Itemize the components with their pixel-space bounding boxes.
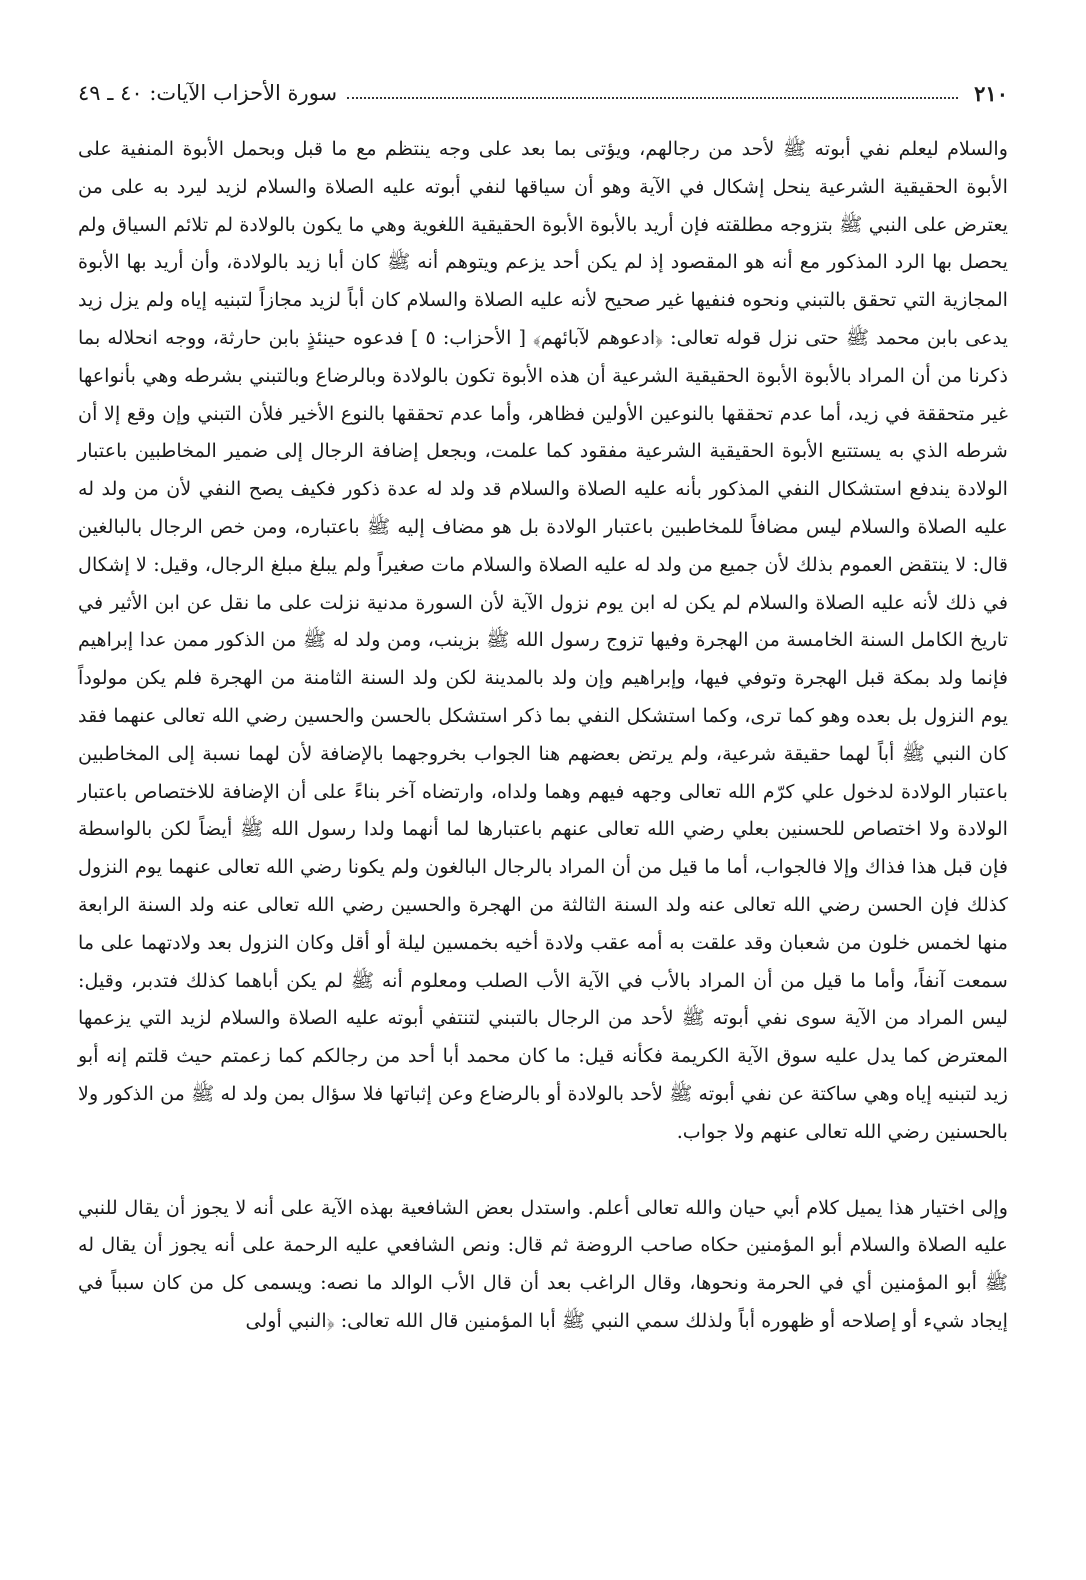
book-page [78, 64, 1008, 1564]
body-text [78, 130, 1008, 1340]
paragraph-2: وإلى اختيار هذا يميل كلام أبي حيان والله تعالى أعلم. واستدل بعض الشافعية بهذه الآية على أنه لا يجوز أن يقال للنبي عليه الصلاة والسلام أبو المؤمنين حكاه صاحب الروضة ثم قال: ونص الشافعي عليه الرحمة على أنه يجوز أن يقال له ﷺ أبو المؤمنين أي في الحرمة ونحوها، وقال الراغب بعد أن قال الأب الوالد ما نصه: ويسمى كل من كان سبباً في إيجاد شيء أو إصلاحه أو ظهوره أباً ولذلك سمي النبي ﷺ أبا المؤمنين قال الله تعالى: ﴿النبي أولى [78, 1195, 1008, 1332]
header-dot-leader [347, 97, 958, 99]
page-number: ٢١٠ [974, 81, 1008, 106]
running-title: سورة الأحزاب الآيات: ٤٠ ـ ٤٩ [78, 81, 338, 105]
paragraph-1: والسلام ليعلم نفي أبوته ﷺ لأحد من رجالهم، ويؤتى بما بعد على وجه ينتظم مع ما قبل وبحمل الأبوة المنفية على الأبوة الحقيقية الشرعية ينحل إشكال في الآية وهو أن سياقها لنفي أبوته عليه الصلاة والسلام لزيد ليرد به على من يعترض على النبي ﷺ بتزوجه مطلقته فإن أريد بالأبوة الأبوة الحقيقية اللغوية وهي ما يكون بالولادة لم تلائم السياق ولم يحصل بها الرد المذكور مع أنه هو المقصود إذ لم يكن أحد يزعم ويتوهم أنه ﷺ كان أبا زيد بالولادة، وأن أريد بها الأبوة المجازية التي تحقق بالتبني ونحوه فنفيها غير صحيح لأنه عليه الصلاة والسلام كان أباً لزيد مجازاً لتبنيه إياه ولم يزل زيد يدعى بابن محمد ﷺ حتى نزل قوله تعالى: ﴿ادعوهم لآبائهم﴾ [ الأحزاب: ٥ ] فدعوه حينئذٍ بابن حارثة، ووجه انحلاله بما ذكرنا من أن المراد بالأبوة الأبوة الحقيقية الشرعية أن هذه الأبوة تكون بالولادة وبالرضاع وبالتبني بشرطه وهي بأنواعها غير متحققة في زيد، أما عدم تحققها بالنوعين الأولين فظاهر، وأما عدم تحققها بالنوع الأخير فلأن التبني وإن وقع إلا أن شرطه الذي به يستتبع الأبوة الحقيقية الشرعية مفقود كما علمت، وبجعل إضافة الرجال إلى ضمير المخاطبين باعتبار الولادة يندفع استشكال النفي المذكور بأنه عليه الصلاة والسلام قد ولد له عدة ذكور فكيف يصح النفي لأن من ولد له عليه الصلاة والسلام ليس مضافاً للمخاطبين باعتبار الولادة بل هو مضاف إليه ﷺ باعتباره، ومن خص الرجال بالبالغين قال: لا ينتقض العموم بذلك لأن جميع من ولد له عليه الصلاة والسلام مات صغيراً ولم يبلغ مبلغ الرجال، وقيل: لا إشكال في ذلك لأنه عليه الصلاة والسلام لم يكن له ابن يوم نزول الآية لأن السورة مدنية نزلت على ما نقل عن ابن الأثير في تاريخ الكامل السنة الخامسة من الهجرة وفيها تزوج رسول الله ﷺ بزينب، ومن ولد له ﷺ من الذكور ممن عدا إبراهيم فإنما ولد بمكة قبل الهجرة وتوفي فيها، وإبراهيم وإن ولد بالمدينة لكن ولد السنة الثامنة من الهجرة فلم يكن مولوداً يوم النزول بل بعده وهو كما ترى، وكما استشكل النفي بما ذكر استشكل بالحسن والحسين رضي الله تعالى عنهما فقد كان النبي ﷺ أباً لهما حقيقة شرعية، ولم يرتض بعضهم هنا الجواب بخروجهما بالإضافة لأن لهما نسبة إلى المخاطبين باعتبار الولادة لدخول علي كرّم الله تعالى وجهه فيهم وهما ولداه، وارتضاه آخر بناءً على أن الإضافة للاختصاص باعتبار الولادة ولا اختصاص للحسنين بعلي رضي الله تعالى عنهم باعتبارها لما أنهما ولدا رسول الله ﷺ أيضاً لكن بالواسطة فإن قبل هذا فذاك وإلا فالجواب، أما ما قيل من أن المراد بالرجال البالغون ولم يكونا رضي الله تعالى عنهما يوم النزول كذلك فإن الحسن رضي الله تعالى عنه ولد السنة الثالثة من الهجرة والحسين رضي الله تعالى عنه ولد السنة الرابعة منها لخمس خلون من شعبان وقد علقت به أمه عقب ولادة أخيه بخمسين ليلة أو أقل وكان النزول بعد ولادتهما على ما سمعت آنفاً، وأما ما قيل من أن المراد بالأب في الآية الأب الصلب ومعلوم أنه ﷺ لم يكن أباهما كذلك فتدبر، وقيل: ليس المراد من الآية سوى نفي أبوته ﷺ لأحد من الرجال بالتبني لتنتفي أبوته عليه الصلاة والسلام لزيد التي يزعمها المعترض كما يدل عليه سوق الآية الكريمة فكأنه قيل: ما كان محمد أبا أحد من رجالكم كما زعمتم حيث قلتم إنه أبو زيد لتبنيه إياه وهي ساكتة عن نفي أبوته ﷺ لأحد بالولادة أو بالرضاع وعن إثباتها فلا سؤال بمن ولد له ﷺ من الذكور ولا بالحسنين رضي الله تعالى عنهم ولا جواب. [78, 137, 1008, 1143]
page-header [78, 64, 1008, 104]
